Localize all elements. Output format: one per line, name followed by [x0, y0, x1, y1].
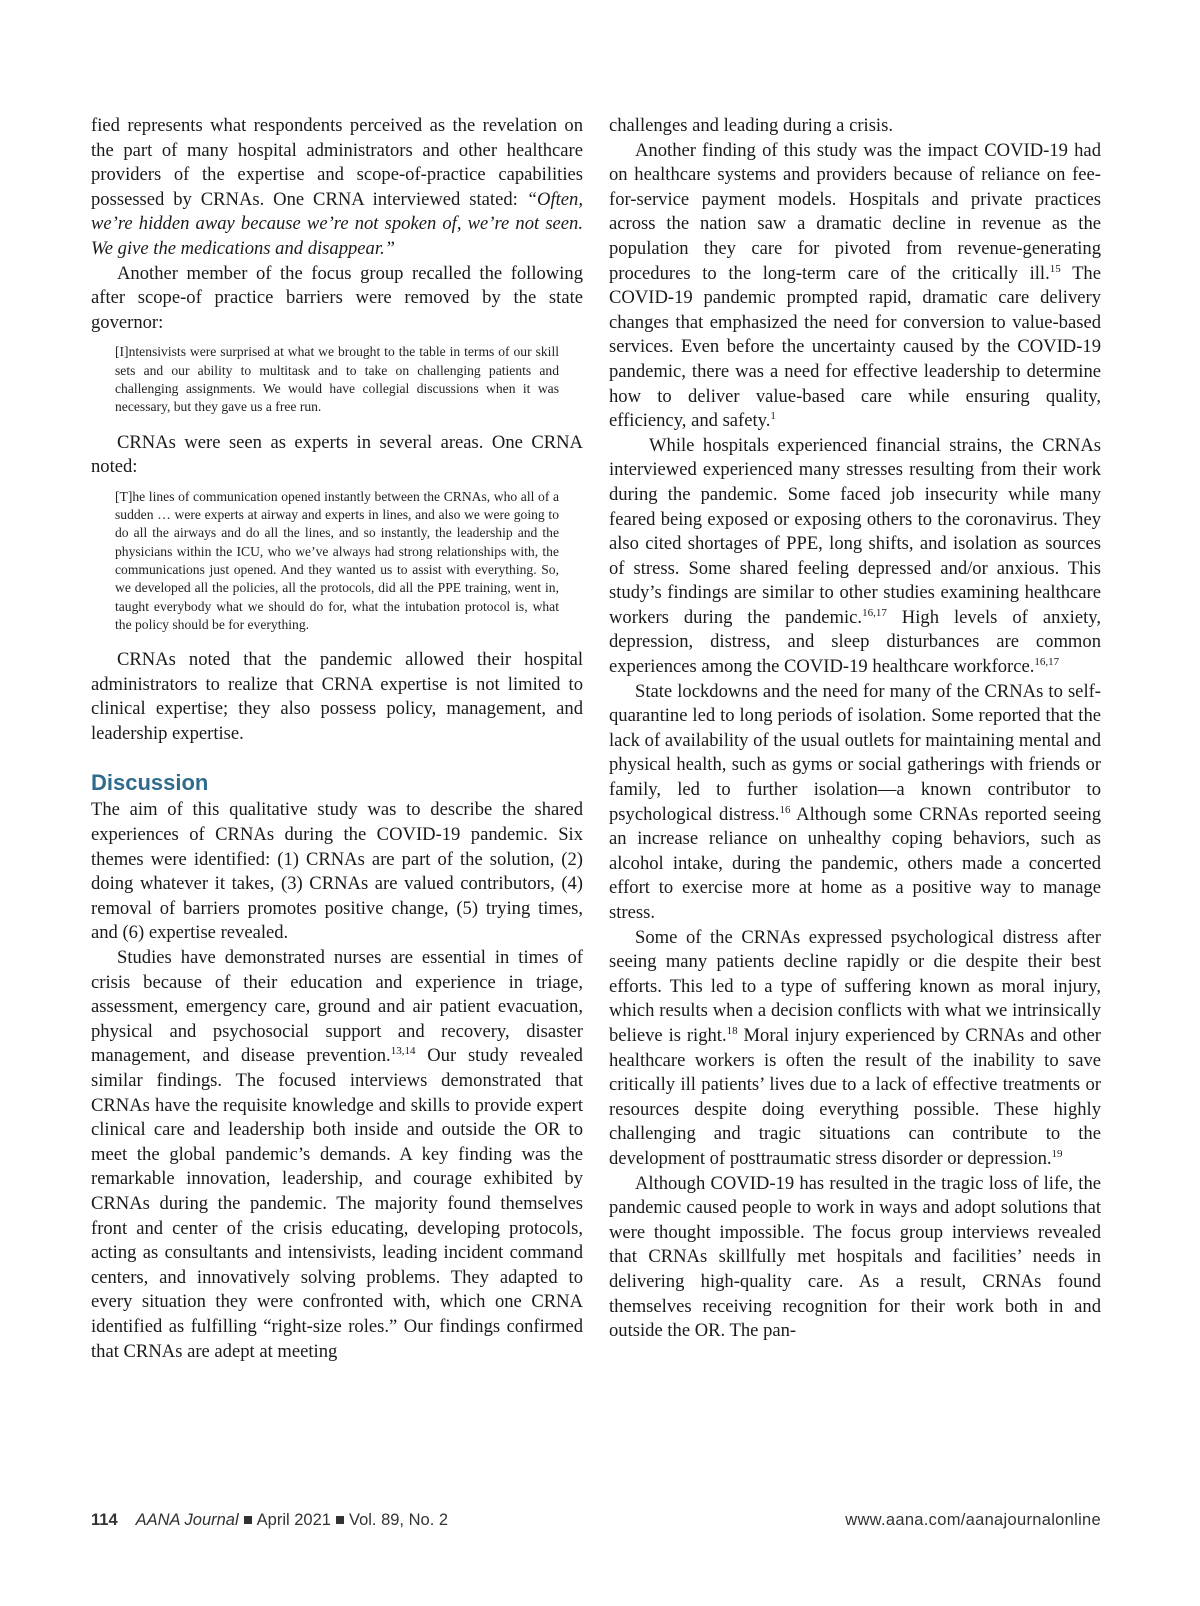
citation-ref: 16,17	[862, 606, 887, 619]
citation-ref: 1	[770, 410, 776, 423]
paragraph-text: Although some CRNAs reported seeing an increase reliance on unhealthy coping behaviors, such as alcohol intake, during the pandemic, others made a concerted effort to exercise more at home as a positive way to manage stress.	[609, 803, 1101, 923]
paragraph-text: While hospitals experienced financial strains, the CRNAs interviewed experienced many stresses resulting from their work during the pandemic. Some faced job insecurity while many feared being exposed or exposing others to the coronavirus. They also cited shortages of PPE, long shifts, and isolation as sources of stress. Some shared feeling depressed and/or anxious. This study’s findings are similar to other studies examining healthcare workers during the pandemic.	[609, 434, 1101, 628]
citation-ref: 16	[779, 803, 791, 816]
paragraph-text: Some of the CRNAs expressed psychological distress after seeing many patients decline rapidly or die despite their best efforts. This led to a type of suffering known as moral injury, which results when a decision conflicts with what we intrinsically believe is right.	[609, 926, 1101, 1046]
body-paragraph: challenges and leading during a crisis.	[609, 115, 893, 136]
left-column	[91, 114, 583, 1364]
block-quote: [T]he lines of communication opened instantly between the CRNAs, who all of a sudden … were experts at airway and experts in lines, and also we were going to do all the airways and do all the lines, and so instantly, the leadership and the physicians within the ICU, who we’ve always had strong relationships with, the communications just opened. And they wanted us to assist with everything. So, we developed all the policies, all the protocols, did all the PPE training, went in, taught everybody what we should do for, what the intubation protocol is, what the policy should be for everything.	[115, 488, 559, 632]
body-paragraph: CRNAs were seen as experts in several areas. One CRNA noted:	[91, 431, 583, 478]
citation-ref: 15	[1049, 262, 1061, 275]
citation-ref: 19	[1051, 1147, 1063, 1160]
journal-name: AANA Journal	[135, 1511, 239, 1529]
right-column	[609, 114, 1101, 1344]
volume-number: Vol. 89, No. 2	[348, 1511, 449, 1529]
paragraph-text: State lockdowns and the need for many of the CRNAs to self-quarantine led to long periods of isolation. Some reported that the lack of availability of the usual outlets for maintaining mental and physical health, such as gyms or social gatherings with friends or family, led to further isolation—a known contributor to psychological distress.	[609, 680, 1101, 825]
body-paragraph	[609, 139, 1101, 434]
body-paragraph	[609, 434, 1101, 680]
paragraph-text: Another finding of this study was the impact COVID-19 had on healthcare systems and providers because of reliance on fee-for-service payment models. Hospitals and private practices across the nation saw a dramatic decline in revenue as the population they care for pivoted from revenue-generating procedures to the long-term care of the critically ill.	[609, 139, 1101, 284]
citation-ref: 16,17	[1034, 656, 1060, 669]
body-paragraph: CRNAs noted that the pandemic allowed their hospital administrators to realize that CRNA expertise is not limited to clinical expertise; they also possess policy, management, and leadership expertise.	[91, 649, 583, 744]
paragraph-text: fied represents what respondents perceived as the revelation on the part of many hospital administrators and other healthcare providers of the expertise and scope-of-practice capabilities possessed by CRNAs. One CRNA interviewed stated:	[91, 115, 583, 210]
body-paragraph	[91, 114, 583, 262]
paragraph-text: Studies have demonstrated nurses are essential in times of crisis because of their education and experience in triage, assessment, emergency care, ground and air patient evacuation, physical and psychosocial support and recovery, disaster management, and disease prevention.	[91, 947, 583, 1067]
paragraph-text: High levels of anxiety, depression, distress, and sleep disturbances are common experiences among the COVID-19 healthcare workforce.	[609, 606, 1101, 678]
journal-url-link[interactable]: www.aana.com/aanajournalonline	[845, 1511, 1101, 1529]
paragraph-text: The COVID-19 pandemic prompted rapid, dramatic care delivery changes that emphasized the need for conversion to value-based services. Even before the uncertainty caused by the COVID-19 pandemic, there was a need for effective leadership to determine how to deliver value-based care while ensuring quality, efficiency, and safety.	[609, 262, 1101, 432]
paragraph-text: Moral injury experienced by CRNAs and other healthcare workers is often the result of the inability to save critically ill patients’ lives due to a lack of effective treatments or resources despite doing everything possible. These highly challenging and tragic situations can contribute to the development of posttraumatic stress disorder or depression.	[609, 1024, 1101, 1169]
paragraph-text: Our study revealed similar findings. The focused interviews demonstrated that CRNAs have the requisite knowledge and skills to provide expert clinical care and leadership both inside and outside the OR to meet the global pandemic’s demands. A key finding was the remarkable innovation, leadership, and courage exhibited by CRNAs during the pandemic. The majority found themselves front and center of the crisis educating, developing protocols, acting as consultants and intensivists, leading incident command centers, and innovatively solving problems. They adapted to every situation they were confronted with, which one CRNA identified as fulfilling “right-size roles.” Our findings confirmed that CRNAs are adept at meeting	[91, 1045, 583, 1362]
body-paragraph: Another member of the focus group recalled the following after scope-of practice barriers were removed by the state governor:	[91, 262, 583, 333]
citation-ref: 18	[726, 1024, 738, 1037]
interview-quote-inline: “Often, we’re hidden away because we’re not spoken of, we’re not seen. We give the medications and disappear.”	[91, 188, 583, 259]
block-quote: [I]ntensivists were surprised at what we brought to the table in terms of our skill sets and our ability to multitask and to take on challenging patients and challenging assignments. We would have collegial discussions when it was necessary, but they gave us a free run.	[115, 344, 559, 415]
issue-date: April 2021	[256, 1511, 331, 1529]
body-paragraph	[609, 680, 1101, 926]
page-number: 114	[91, 1511, 118, 1529]
citation-ref: 13,14	[390, 1045, 416, 1058]
separator-square-icon	[244, 1516, 252, 1524]
page-footer	[91, 1511, 1101, 1535]
separator-square-icon	[336, 1516, 344, 1524]
body-paragraph: The aim of this qualitative study was to describe the shared experiences of CRNAs during the COVID-19 pandemic. Six themes were identified: (1) CRNAs are part of the solution, (2) doing whatever it takes, (3) CRNAs are valued contributors, (4) removal of barriers promotes positive change, (5) trying times, and (6) expertise revealed.	[91, 799, 583, 944]
footer-citation	[91, 1511, 448, 1530]
body-paragraph	[609, 926, 1101, 1172]
section-heading: Discussion	[91, 770, 209, 796]
body-paragraph	[91, 946, 583, 1364]
body-paragraph: Although COVID-19 has resulted in the tragic loss of life, the pandemic caused people to work in ways and adopt solutions that were thought impossible. The focus group interviews revealed that CRNAs skillfully met hospitals and facilities’ needs in delivering high-quality care. As a result, CRNAs found themselves receiving recognition for their work both in and outside the OR. The pan-	[609, 1172, 1101, 1342]
